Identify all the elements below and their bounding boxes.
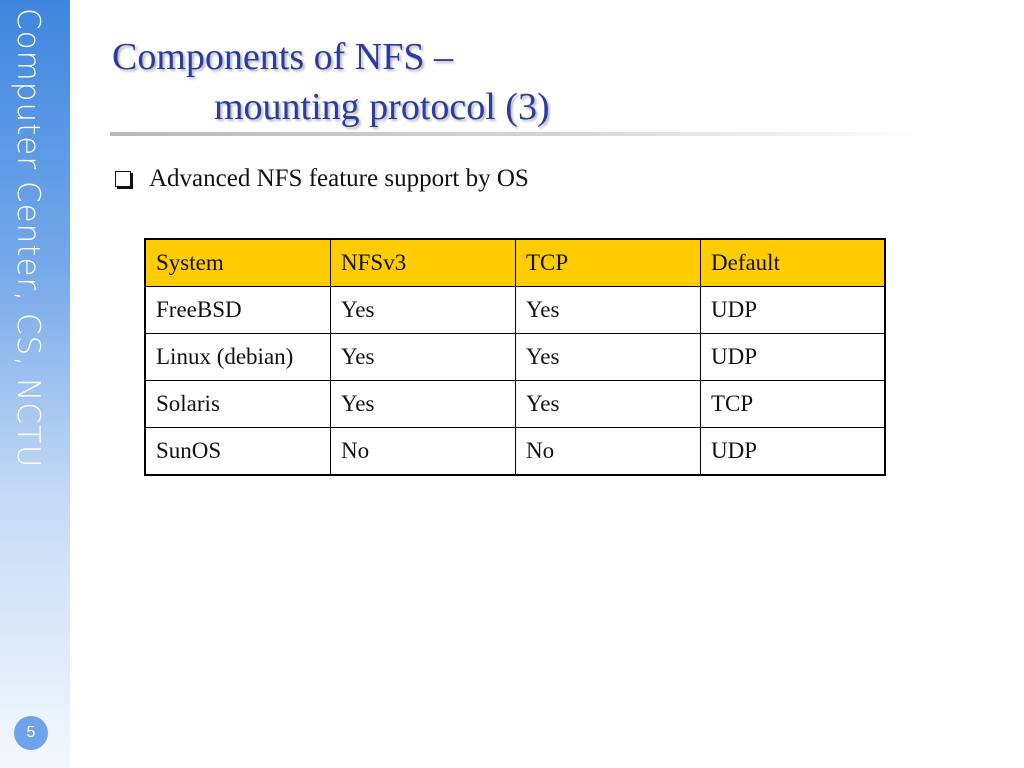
sidebar-organization-text: Computer Center, CS, NCTU xyxy=(10,8,46,469)
table-row xyxy=(145,381,885,428)
table-cell: Yes xyxy=(516,287,701,334)
table-header-cell: NFSv3 xyxy=(331,239,516,287)
table-header-row xyxy=(145,239,885,287)
table-cell: Yes xyxy=(516,334,701,381)
page-number-badge: 5 xyxy=(14,716,48,750)
table-cell: Yes xyxy=(516,381,701,428)
nfs-feature-table xyxy=(144,238,886,476)
table-header-cell: TCP xyxy=(516,239,701,287)
table-cell: UDP xyxy=(701,428,886,476)
table-cell: No xyxy=(331,428,516,476)
title-divider xyxy=(110,132,920,136)
table-cell: Solaris xyxy=(145,381,331,428)
slide-title-line-1: Components of NFS – xyxy=(112,36,453,78)
table-cell: SunOS xyxy=(145,428,331,476)
table-cell: Yes xyxy=(331,334,516,381)
table-cell: Yes xyxy=(331,381,516,428)
table-row xyxy=(145,334,885,381)
slide-title-line-2: mounting protocol (3) xyxy=(214,86,550,128)
table-row xyxy=(145,428,885,476)
checkbox-bullet-icon xyxy=(115,171,131,187)
table-cell: UDP xyxy=(701,287,886,334)
table-header-cell: System xyxy=(145,239,331,287)
table-cell: UDP xyxy=(701,334,886,381)
table-cell: No xyxy=(516,428,701,476)
table-cell: FreeBSD xyxy=(145,287,331,334)
slide-title xyxy=(112,32,550,132)
sidebar-banner xyxy=(0,0,70,768)
table-cell: Yes xyxy=(331,287,516,334)
table-cell: Linux (debian) xyxy=(145,334,331,381)
table-row xyxy=(145,287,885,334)
bullet-item xyxy=(115,165,529,193)
bullet-text: Advanced NFS feature support by OS xyxy=(149,165,529,192)
table-header-cell: Default xyxy=(701,239,886,287)
table-cell: TCP xyxy=(701,381,886,428)
